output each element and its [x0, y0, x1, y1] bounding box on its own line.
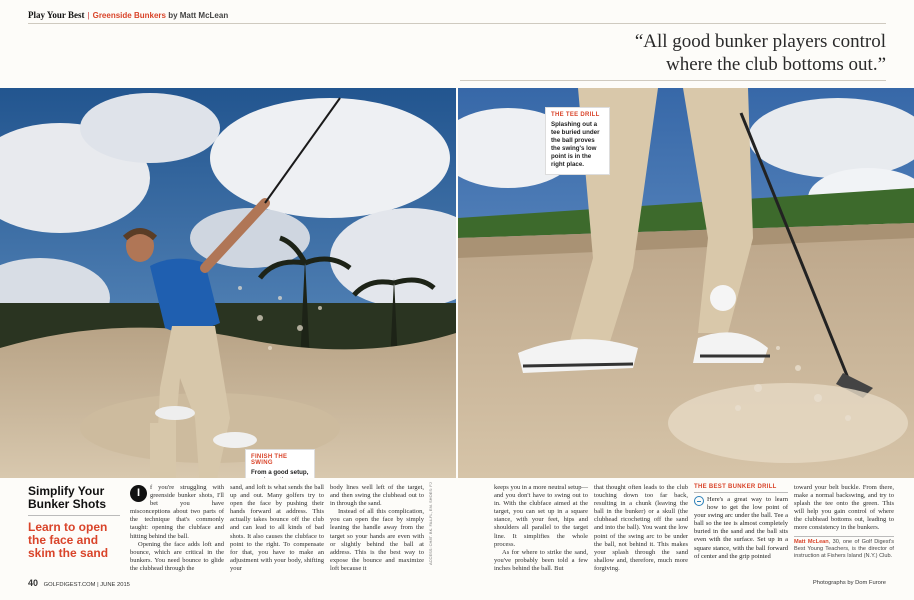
- paragraph: that thought often leads to the club touching down too far back, resulting in a chunk (leaving the ball in the bunker) or a skull (the clubhead ricocheting off the sand and into the ball). You want the low point of the swing arc to be under the ball, not behind it. This makes your splash through the sand shallow and, therefore, much more forgiving.: [594, 484, 688, 572]
- pull-quote: “All good bunker players control where the club bottoms out.”: [634, 31, 886, 75]
- header-separator: |: [87, 11, 90, 20]
- paragraph: body lines well left of the target, and then swing the clubhead out to in through the sand.: [330, 484, 424, 508]
- section-label: Play Your Best: [28, 10, 85, 20]
- running-header: [28, 10, 228, 20]
- photo-credit: Photographs by Dom Furore: [812, 580, 886, 586]
- paragraph: toward your belt buckle. From there, make a normal backswing, and try to splash the tee onto the green. This will help you gain control of where the clubhead bottoms out, leading to more consistency in the bunkers.: [794, 484, 894, 532]
- text-column-1: [130, 484, 224, 573]
- caption-tee-drill: [545, 107, 610, 175]
- wardrobe-credit: ACCESS: CH8T. BK. FA4-FL, EM. SHOES: FJ: [428, 482, 433, 565]
- photo-finish-swing: [0, 88, 456, 478]
- paragraph: f you're struggling with greenside bunker shots, I'll bet you have misconceptions about two parts of the technique that's commonly taught: opening the clubface and hitting behind the ball.: [130, 484, 224, 540]
- caption-title: THE TEE DRILL: [551, 112, 600, 118]
- author-bio: [794, 536, 894, 560]
- paragraph: Opening the face adds loft and bounce, which are critical in the bunkers. You need bounce to glide the clubhead through the: [130, 540, 224, 572]
- sidebar-body: [694, 496, 788, 561]
- author-bio-text: , 30, one of Golf Digest's Best Young Teachers, is the director of instruction at Fishers Island (N.Y.) Club.: [794, 538, 894, 559]
- drop-cap: I: [130, 485, 147, 502]
- caption-title: FINISH THE SWING: [251, 454, 288, 466]
- header-rule: [28, 23, 886, 24]
- article-title: Simplify Your Bunker Shots: [28, 485, 120, 516]
- paragraph: As for where to strike the sand, you've probably been told a few inches behind the ball. But: [494, 548, 588, 572]
- tee-icon: [694, 496, 704, 506]
- byline: by Matt McLean: [168, 11, 229, 20]
- caption-body: From a good setup,: [251, 469, 309, 476]
- text-column-3: [330, 484, 424, 573]
- sidebar-text: Here's a great way to learn how to get the low point of your swing arc under the ball. Tee a ball so the tee is almost completely buried in the sand and the ball sits even with the surface. Set up in a square stance, with the ball forward of center and the grip pointed: [694, 496, 788, 560]
- text-column-2: [230, 484, 324, 573]
- text-column-4: [494, 484, 588, 573]
- text-column-5: [594, 484, 688, 573]
- paragraph: keeps you in a more neutral setup—and you don't have to swing out to in. With the clubface aimed at the target, you can set up in a square stance, with your feet, hips and shoulders all parallel to the target line. It simplifies the whole process.: [494, 484, 588, 548]
- site-name: GOLFDIGEST.COM: [43, 582, 96, 588]
- sidebar-drill: [694, 484, 788, 561]
- page-number: 40: [28, 578, 39, 588]
- issue-date: JUNE 2015: [100, 582, 130, 588]
- paragraph: Instead of all this complication, you can open the face by simply leaning the handle away from the target so your hands are even with or slightly behind the ball at address. This is the best way to expose the bounce and maximize loft because it: [330, 508, 424, 572]
- caption-finish-swing: [245, 449, 315, 478]
- category-label: Greenside Bunkers: [92, 11, 166, 20]
- page-footer: [28, 578, 886, 588]
- footer-divider: |: [97, 582, 99, 588]
- photo-tee-drill: [458, 88, 914, 478]
- text-column-7: [794, 484, 894, 560]
- caption-body: Splashing out a tee buried under the ball proves the swing's low point is in the right place.: [551, 121, 600, 168]
- article-deck: Learn to open the face and skim the sand: [28, 520, 109, 560]
- pull-quote-rule: [460, 80, 886, 81]
- author-name: Matt McLean: [794, 538, 829, 545]
- article-body: [28, 480, 894, 575]
- paragraph: sand, and loft is what sends the ball up and out. Many golfers try to open the face by pushing their hands forward at address. This actually takes bounce off the club and can lead to all kinds of bad shots. It also causes the clubface to point to the right. To compensate for that, you have to make an adjustment with your body, shifting your: [230, 484, 324, 572]
- sidebar-title: THE BEST BUNKER DRILL: [694, 484, 788, 493]
- article-headline: [28, 485, 120, 560]
